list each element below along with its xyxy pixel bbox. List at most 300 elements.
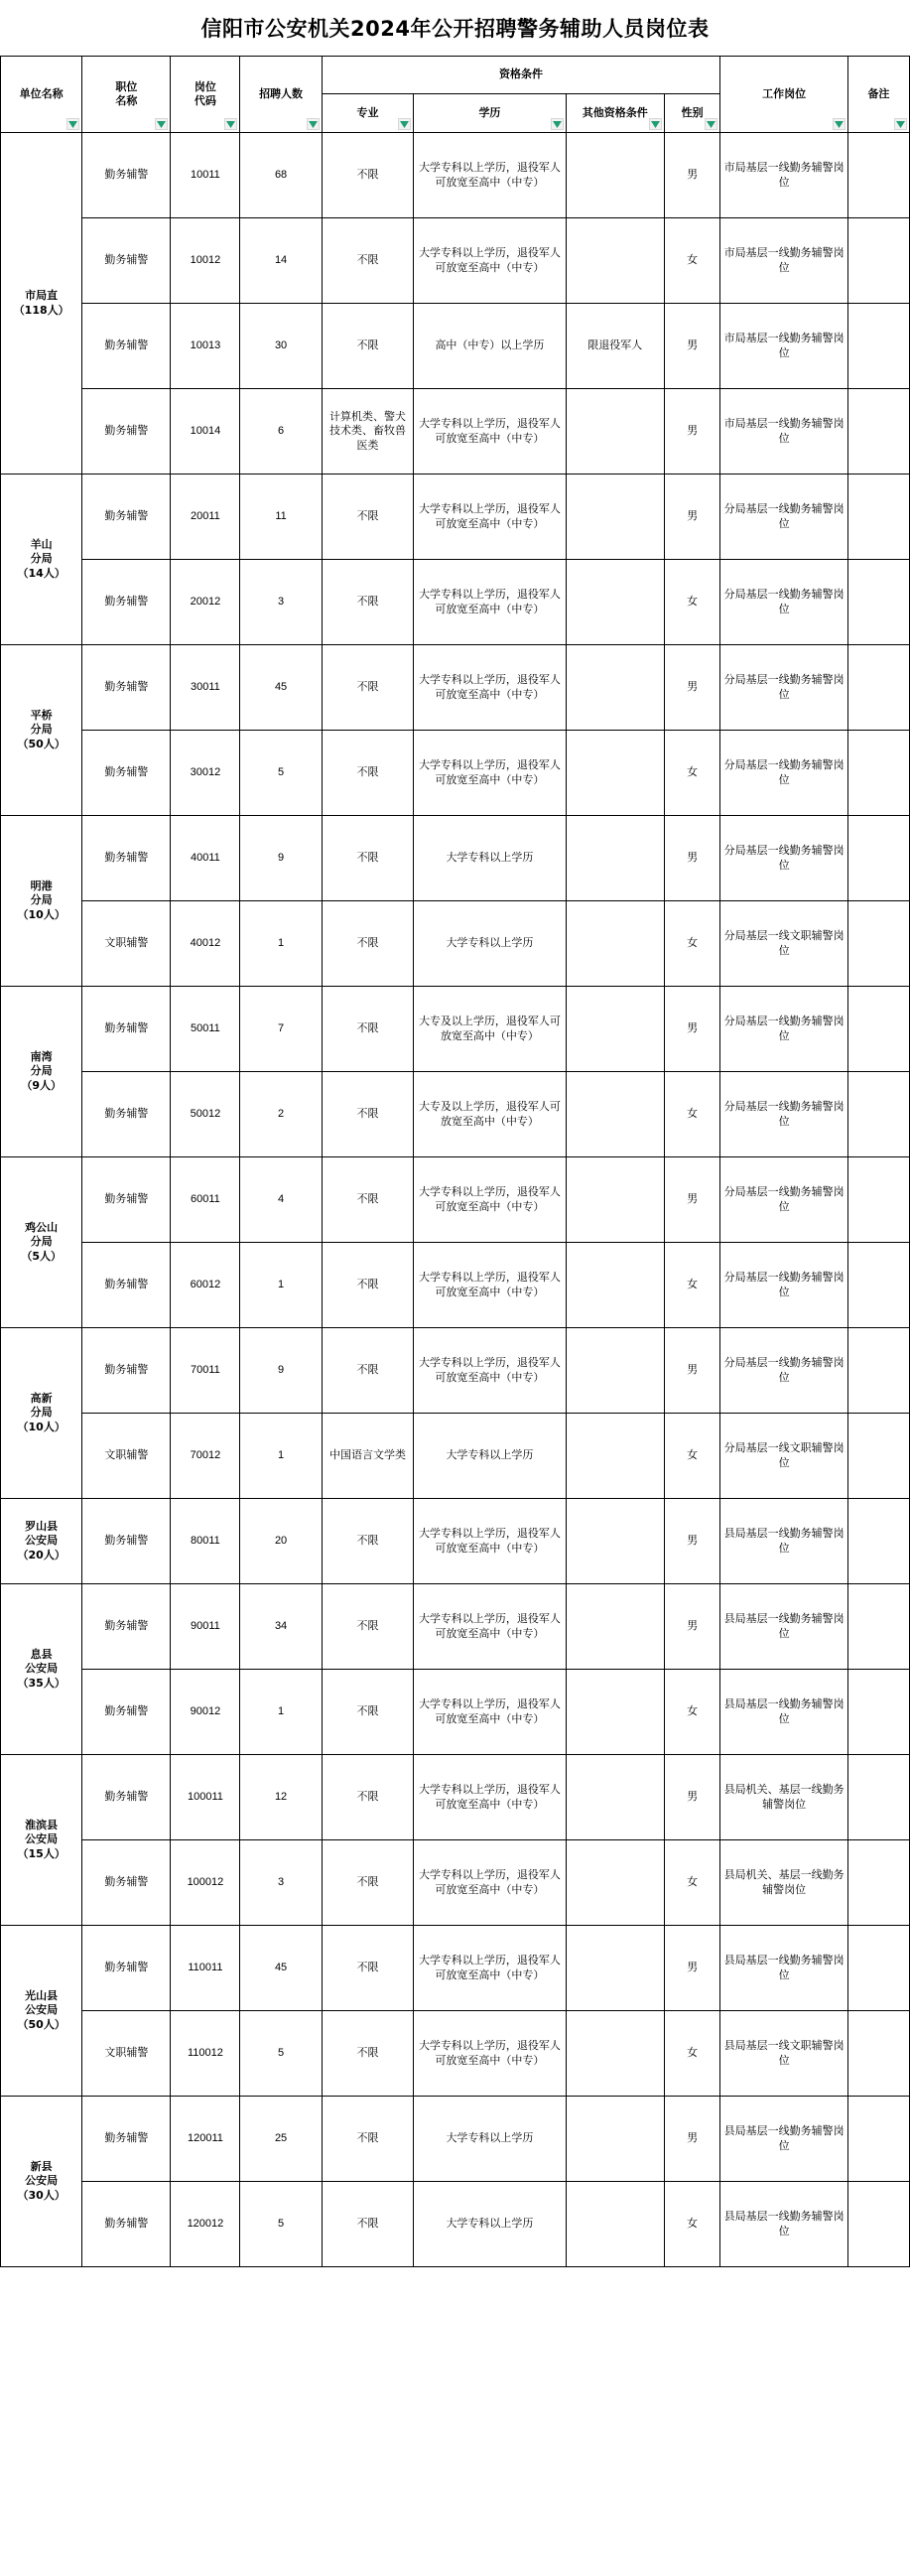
cell-unit-name xyxy=(1,133,82,475)
table-row xyxy=(1,1157,910,1243)
cell-education: 大学专科以上学历，退役军人可放宽至高中（中专） xyxy=(414,560,566,645)
unit-name-line: 分局 xyxy=(30,552,53,566)
column-header-remarks[interactable] xyxy=(847,57,909,133)
cell-gender: 女 xyxy=(664,731,719,816)
cell-other-conditions xyxy=(566,475,664,560)
column-header-job-title-line1: 职位 xyxy=(115,79,138,93)
cell-unit-name xyxy=(1,1926,82,2097)
cell-major: 不限 xyxy=(322,1328,414,1414)
cell-remarks xyxy=(847,901,909,987)
cell-gender: 男 xyxy=(664,1157,719,1243)
cell-headcount: 45 xyxy=(240,1926,322,2011)
cell-education: 大学专科以上学历，退役军人可放宽至高中（中专） xyxy=(414,1243,566,1328)
cell-unit-name xyxy=(1,2097,82,2267)
cell-remarks xyxy=(847,2011,909,2097)
cell-gender: 男 xyxy=(664,1328,719,1414)
cell-post-code: 30012 xyxy=(171,731,240,816)
cell-post-code: 80011 xyxy=(171,1499,240,1584)
cell-headcount: 5 xyxy=(240,2011,322,2097)
cell-work-post: 县局基层一线勤务辅警岗位 xyxy=(720,1499,848,1584)
cell-headcount: 45 xyxy=(240,645,322,731)
cell-headcount: 2 xyxy=(240,1072,322,1157)
cell-job-title: 文职辅警 xyxy=(82,1414,171,1499)
unit-name-line: 新县 xyxy=(30,2160,53,2174)
cell-gender: 男 xyxy=(664,1584,719,1670)
cell-major: 不限 xyxy=(322,2182,414,2267)
table-row xyxy=(1,1072,910,1157)
cell-major: 不限 xyxy=(322,1157,414,1243)
table-row xyxy=(1,1926,910,2011)
column-header-headcount-label: 招聘人数 xyxy=(259,86,304,100)
cell-major: 不限 xyxy=(322,816,414,901)
unit-name-line: 分局 xyxy=(30,1406,53,1420)
cell-work-post: 县局机关、基层一线勤务辅警岗位 xyxy=(720,1840,848,1926)
cell-post-code: 20011 xyxy=(171,475,240,560)
table-row xyxy=(1,816,910,901)
cell-other-conditions xyxy=(566,731,664,816)
header-row-1 xyxy=(1,57,910,94)
cell-other-conditions xyxy=(566,2011,664,2097)
filter-dropdown-icon[interactable] xyxy=(307,118,320,130)
cell-job-title: 勤务辅警 xyxy=(82,2097,171,2182)
unit-name-line: （15人） xyxy=(17,1846,65,1860)
cell-education: 大学专科以上学历 xyxy=(414,901,566,987)
cell-other-conditions xyxy=(566,1755,664,1840)
cell-education: 大学专科以上学历 xyxy=(414,1414,566,1499)
cell-post-code: 10013 xyxy=(171,304,240,389)
cell-gender: 女 xyxy=(664,1243,719,1328)
column-header-work-post-label: 工作岗位 xyxy=(762,86,807,100)
column-header-headcount[interactable] xyxy=(240,57,322,133)
cell-major: 计算机类、警犬技术类、畜牧兽医类 xyxy=(322,389,414,475)
cell-education: 大学专科以上学历 xyxy=(414,2182,566,2267)
table-row xyxy=(1,901,910,987)
table-row xyxy=(1,475,910,560)
cell-headcount: 1 xyxy=(240,1243,322,1328)
cell-job-title: 勤务辅警 xyxy=(82,1926,171,2011)
table-row xyxy=(1,560,910,645)
table-row xyxy=(1,1328,910,1414)
cell-remarks xyxy=(847,731,909,816)
unit-name-line: （20人） xyxy=(17,1548,65,1561)
cell-other-conditions xyxy=(566,1328,664,1414)
cell-other-conditions xyxy=(566,1670,664,1755)
filter-dropdown-icon[interactable] xyxy=(705,118,717,130)
table-row xyxy=(1,304,910,389)
cell-education: 高中（中专）以上学历 xyxy=(414,304,566,389)
column-header-gender[interactable] xyxy=(664,94,719,133)
column-header-gender-label: 性别 xyxy=(681,105,704,119)
cell-other-conditions: 限退役军人 xyxy=(566,304,664,389)
cell-education: 大学专科以上学历 xyxy=(414,816,566,901)
cell-other-conditions xyxy=(566,389,664,475)
cell-major: 不限 xyxy=(322,475,414,560)
cell-work-post: 县局基层一线勤务辅警岗位 xyxy=(720,1926,848,2011)
cell-other-conditions xyxy=(566,1584,664,1670)
cell-job-title: 勤务辅警 xyxy=(82,389,171,475)
cell-work-post: 分局基层一线文职辅警岗位 xyxy=(720,901,848,987)
cell-work-post: 分局基层一线勤务辅警岗位 xyxy=(720,1243,848,1328)
table-row xyxy=(1,1584,910,1670)
table-row xyxy=(1,218,910,304)
cell-remarks xyxy=(847,475,909,560)
cell-major: 不限 xyxy=(322,1499,414,1584)
cell-major: 不限 xyxy=(322,645,414,731)
cell-post-code: 20012 xyxy=(171,560,240,645)
cell-work-post: 分局基层一线文职辅警岗位 xyxy=(720,1414,848,1499)
filter-dropdown-icon[interactable] xyxy=(894,118,907,130)
cell-major: 不限 xyxy=(322,1584,414,1670)
cell-education: 大学专科以上学历，退役军人可放宽至高中（中专） xyxy=(414,1328,566,1414)
cell-other-conditions xyxy=(566,560,664,645)
cell-headcount: 14 xyxy=(240,218,322,304)
cell-gender: 女 xyxy=(664,1072,719,1157)
cell-remarks xyxy=(847,133,909,218)
table-row xyxy=(1,133,910,218)
cell-post-code: 70011 xyxy=(171,1328,240,1414)
cell-major: 不限 xyxy=(322,218,414,304)
cell-post-code: 10011 xyxy=(171,133,240,218)
table-row xyxy=(1,645,910,731)
cell-unit-name xyxy=(1,1328,82,1499)
cell-major: 不限 xyxy=(322,1840,414,1926)
cell-education: 大学专科以上学历，退役军人可放宽至高中（中专） xyxy=(414,731,566,816)
cell-remarks xyxy=(847,2097,909,2182)
table-row xyxy=(1,389,910,475)
cell-job-title: 勤务辅警 xyxy=(82,1499,171,1584)
column-header-qualification-group-label: 资格条件 xyxy=(499,68,544,81)
cell-remarks xyxy=(847,304,909,389)
cell-headcount: 34 xyxy=(240,1584,322,1670)
cell-major: 中国语言文学类 xyxy=(322,1414,414,1499)
cell-other-conditions xyxy=(566,1840,664,1926)
cell-post-code: 90011 xyxy=(171,1584,240,1670)
table-body xyxy=(1,133,910,2267)
filter-dropdown-icon[interactable] xyxy=(66,118,79,130)
cell-post-code: 100011 xyxy=(171,1755,240,1840)
unit-name-line: 分局 xyxy=(30,723,53,737)
column-header-unit-label: 单位名称 xyxy=(19,86,64,100)
cell-gender: 男 xyxy=(664,2097,719,2182)
unit-name-line: 鸡公山 xyxy=(25,1221,59,1235)
cell-major: 不限 xyxy=(322,1670,414,1755)
filter-dropdown-icon[interactable] xyxy=(224,118,237,130)
column-header-other-conditions-label: 其他资格条件 xyxy=(582,105,648,119)
cell-unit-name xyxy=(1,1755,82,1926)
cell-post-code: 10014 xyxy=(171,389,240,475)
column-header-post-code[interactable] xyxy=(171,57,240,133)
table-row xyxy=(1,1755,910,1840)
cell-job-title: 勤务辅警 xyxy=(82,1670,171,1755)
cell-other-conditions xyxy=(566,816,664,901)
unit-name-line: 光山县 xyxy=(25,1989,59,2003)
column-header-qualification-group xyxy=(322,57,720,94)
cell-job-title: 文职辅警 xyxy=(82,2011,171,2097)
cell-other-conditions xyxy=(566,645,664,731)
page-title: 信阳市公安机关2024年公开招聘警务辅助人员岗位表 xyxy=(200,17,710,41)
column-header-major-label: 专业 xyxy=(356,105,379,119)
unit-name-line: （35人） xyxy=(17,1676,65,1690)
filter-dropdown-icon[interactable] xyxy=(833,118,845,130)
cell-major: 不限 xyxy=(322,560,414,645)
filter-dropdown-icon[interactable] xyxy=(398,118,411,130)
unit-name-line: 羊山 xyxy=(30,538,53,552)
cell-job-title: 勤务辅警 xyxy=(82,987,171,1072)
cell-unit-name xyxy=(1,1584,82,1755)
cell-work-post: 县局基层一线勤务辅警岗位 xyxy=(720,2097,848,2182)
cell-remarks xyxy=(847,987,909,1072)
cell-job-title: 勤务辅警 xyxy=(82,645,171,731)
cell-remarks xyxy=(847,1499,909,1584)
unit-name-line: 明港 xyxy=(30,880,53,893)
unit-name-line: （50人） xyxy=(17,737,65,750)
cell-other-conditions xyxy=(566,133,664,218)
column-header-post-code-line2: 代码 xyxy=(194,94,216,107)
cell-remarks xyxy=(847,816,909,901)
unit-name-line: 高新 xyxy=(30,1392,53,1406)
cell-post-code: 100012 xyxy=(171,1840,240,1926)
cell-other-conditions xyxy=(566,987,664,1072)
unit-name-line: 分局 xyxy=(30,1064,53,1078)
cell-unit-name xyxy=(1,645,82,816)
cell-remarks xyxy=(847,1926,909,2011)
unit-name-line: 罗山县 xyxy=(25,1520,59,1534)
cell-job-title: 勤务辅警 xyxy=(82,1157,171,1243)
cell-gender: 男 xyxy=(664,389,719,475)
unit-name-line: 淮滨县 xyxy=(25,1819,59,1832)
cell-headcount: 20 xyxy=(240,1499,322,1584)
cell-work-post: 县局基层一线文职辅警岗位 xyxy=(720,2011,848,2097)
filter-dropdown-icon[interactable] xyxy=(155,118,168,130)
cell-remarks xyxy=(847,1584,909,1670)
cell-major: 不限 xyxy=(322,987,414,1072)
cell-post-code: 70012 xyxy=(171,1414,240,1499)
cell-other-conditions xyxy=(566,901,664,987)
cell-gender: 男 xyxy=(664,1755,719,1840)
cell-headcount: 11 xyxy=(240,475,322,560)
unit-name-line: 平桥 xyxy=(30,709,53,723)
cell-education: 大学专科以上学历，退役军人可放宽至高中（中专） xyxy=(414,2011,566,2097)
unit-name-line: （9人） xyxy=(21,1078,62,1092)
unit-name-line: 公安局 xyxy=(25,1534,59,1548)
cell-major: 不限 xyxy=(322,1755,414,1840)
column-header-major[interactable] xyxy=(322,94,414,133)
table-header xyxy=(1,57,910,133)
table-row xyxy=(1,987,910,1072)
cell-gender: 女 xyxy=(664,1414,719,1499)
cell-post-code: 50012 xyxy=(171,1072,240,1157)
cell-work-post: 分局基层一线勤务辅警岗位 xyxy=(720,731,848,816)
cell-headcount: 12 xyxy=(240,1755,322,1840)
cell-other-conditions xyxy=(566,1414,664,1499)
cell-education: 大学专科以上学历，退役军人可放宽至高中（中专） xyxy=(414,1840,566,1926)
cell-remarks xyxy=(847,1840,909,1926)
cell-headcount: 6 xyxy=(240,389,322,475)
cell-work-post: 分局基层一线勤务辅警岗位 xyxy=(720,560,848,645)
column-header-job-title[interactable] xyxy=(82,57,171,133)
table-row xyxy=(1,2011,910,2097)
cell-headcount: 3 xyxy=(240,1840,322,1926)
unit-name-line: （118人） xyxy=(13,303,69,317)
cell-remarks xyxy=(847,1243,909,1328)
cell-major: 不限 xyxy=(322,901,414,987)
cell-other-conditions xyxy=(566,218,664,304)
cell-remarks xyxy=(847,560,909,645)
cell-work-post: 市局基层一线勤务辅警岗位 xyxy=(720,218,848,304)
cell-education: 大学专科以上学历，退役军人可放宽至高中（中专） xyxy=(414,1670,566,1755)
unit-name-line: 公安局 xyxy=(25,1832,59,1846)
cell-gender: 男 xyxy=(664,304,719,389)
filter-dropdown-icon[interactable] xyxy=(551,118,564,130)
cell-post-code: 10012 xyxy=(171,218,240,304)
unit-name-line: 南湾 xyxy=(30,1050,53,1064)
cell-gender: 男 xyxy=(664,816,719,901)
column-header-remarks-label: 备注 xyxy=(867,86,890,100)
title-band xyxy=(0,0,910,56)
cell-work-post: 分局基层一线勤务辅警岗位 xyxy=(720,987,848,1072)
cell-job-title: 勤务辅警 xyxy=(82,816,171,901)
cell-post-code: 60011 xyxy=(171,1157,240,1243)
cell-post-code: 50011 xyxy=(171,987,240,1072)
cell-gender: 女 xyxy=(664,560,719,645)
cell-gender: 女 xyxy=(664,901,719,987)
column-header-other-conditions[interactable] xyxy=(566,94,664,133)
cell-education: 大学专科以上学历，退役军人可放宽至高中（中专） xyxy=(414,1499,566,1584)
column-header-education-label: 学历 xyxy=(478,105,501,119)
column-header-unit[interactable] xyxy=(1,57,82,133)
unit-name-line: 分局 xyxy=(30,893,53,907)
cell-headcount: 68 xyxy=(240,133,322,218)
cell-work-post: 县局基层一线勤务辅警岗位 xyxy=(720,2182,848,2267)
cell-post-code: 90012 xyxy=(171,1670,240,1755)
cell-remarks xyxy=(847,1414,909,1499)
cell-headcount: 30 xyxy=(240,304,322,389)
cell-major: 不限 xyxy=(322,2097,414,2182)
cell-remarks xyxy=(847,1670,909,1755)
cell-education: 大学专科以上学历，退役军人可放宽至高中（中专） xyxy=(414,133,566,218)
cell-work-post: 市局基层一线勤务辅警岗位 xyxy=(720,304,848,389)
unit-name-line: （14人） xyxy=(17,566,65,580)
cell-headcount: 3 xyxy=(240,560,322,645)
cell-job-title: 勤务辅警 xyxy=(82,1755,171,1840)
table-row xyxy=(1,1414,910,1499)
cell-major: 不限 xyxy=(322,133,414,218)
cell-other-conditions xyxy=(566,1243,664,1328)
cell-job-title: 勤务辅警 xyxy=(82,1072,171,1157)
cell-other-conditions xyxy=(566,2097,664,2182)
unit-name-line: （30人） xyxy=(17,2188,65,2202)
cell-unit-name xyxy=(1,1499,82,1584)
cell-gender: 男 xyxy=(664,1499,719,1584)
cell-education: 大学专科以上学历，退役军人可放宽至高中（中专） xyxy=(414,1755,566,1840)
unit-name-line: 公安局 xyxy=(25,2174,59,2188)
column-header-education[interactable] xyxy=(414,94,566,133)
cell-major: 不限 xyxy=(322,1072,414,1157)
cell-headcount: 9 xyxy=(240,1328,322,1414)
cell-gender: 男 xyxy=(664,133,719,218)
cell-gender: 女 xyxy=(664,1840,719,1926)
cell-major: 不限 xyxy=(322,2011,414,2097)
unit-name-line: （10人） xyxy=(17,907,65,921)
cell-job-title: 文职辅警 xyxy=(82,901,171,987)
cell-job-title: 勤务辅警 xyxy=(82,1584,171,1670)
column-header-job-title-line2: 名称 xyxy=(115,94,138,107)
cell-job-title: 勤务辅警 xyxy=(82,1840,171,1926)
cell-headcount: 1 xyxy=(240,901,322,987)
cell-gender: 女 xyxy=(664,2182,719,2267)
cell-education: 大专及以上学历，退役军人可放宽至高中（中专） xyxy=(414,1072,566,1157)
cell-post-code: 120012 xyxy=(171,2182,240,2267)
cell-other-conditions xyxy=(566,2182,664,2267)
cell-education: 大学专科以上学历，退役军人可放宽至高中（中专） xyxy=(414,1926,566,2011)
unit-name-line: 公安局 xyxy=(25,1662,59,1676)
cell-post-code: 120011 xyxy=(171,2097,240,2182)
cell-work-post: 市局基层一线勤务辅警岗位 xyxy=(720,133,848,218)
cell-job-title: 勤务辅警 xyxy=(82,475,171,560)
cell-work-post: 分局基层一线勤务辅警岗位 xyxy=(720,816,848,901)
unit-name-line: （50人） xyxy=(17,2017,65,2031)
recruitment-positions-table xyxy=(0,56,910,2267)
table-row xyxy=(1,1243,910,1328)
unit-name-line: （10人） xyxy=(17,1420,65,1433)
cell-work-post: 县局机关、基层一线勤务辅警岗位 xyxy=(720,1755,848,1840)
cell-remarks xyxy=(847,389,909,475)
cell-gender: 男 xyxy=(664,1926,719,2011)
unit-name-line: 分局 xyxy=(30,1235,53,1249)
cell-education: 大学专科以上学历，退役军人可放宽至高中（中专） xyxy=(414,1157,566,1243)
cell-education: 大学专科以上学历 xyxy=(414,2097,566,2182)
table-row xyxy=(1,1840,910,1926)
column-header-work-post[interactable] xyxy=(720,57,848,133)
cell-work-post: 县局基层一线勤务辅警岗位 xyxy=(720,1584,848,1670)
cell-post-code: 40011 xyxy=(171,816,240,901)
cell-job-title: 勤务辅警 xyxy=(82,1328,171,1414)
cell-headcount: 4 xyxy=(240,1157,322,1243)
cell-headcount: 9 xyxy=(240,816,322,901)
unit-name-line: 息县 xyxy=(30,1648,53,1662)
cell-gender: 女 xyxy=(664,1670,719,1755)
cell-remarks xyxy=(847,1072,909,1157)
unit-name-line: 市局直 xyxy=(25,289,59,303)
cell-education: 大学专科以上学历，退役军人可放宽至高中（中专） xyxy=(414,1584,566,1670)
cell-post-code: 60012 xyxy=(171,1243,240,1328)
cell-remarks xyxy=(847,1157,909,1243)
cell-remarks xyxy=(847,1328,909,1414)
cell-job-title: 勤务辅警 xyxy=(82,133,171,218)
cell-headcount: 25 xyxy=(240,2097,322,2182)
cell-gender: 男 xyxy=(664,645,719,731)
cell-work-post: 分局基层一线勤务辅警岗位 xyxy=(720,475,848,560)
cell-gender: 女 xyxy=(664,2011,719,2097)
cell-remarks xyxy=(847,2182,909,2267)
cell-post-code: 30011 xyxy=(171,645,240,731)
cell-remarks xyxy=(847,218,909,304)
unit-name-line: （5人） xyxy=(21,1249,62,1263)
cell-gender: 男 xyxy=(664,475,719,560)
cell-job-title: 勤务辅警 xyxy=(82,731,171,816)
cell-post-code: 110012 xyxy=(171,2011,240,2097)
cell-work-post: 分局基层一线勤务辅警岗位 xyxy=(720,1157,848,1243)
cell-headcount: 1 xyxy=(240,1414,322,1499)
filter-dropdown-icon[interactable] xyxy=(649,118,662,130)
cell-headcount: 1 xyxy=(240,1670,322,1755)
cell-education: 大学专科以上学历，退役军人可放宽至高中（中专） xyxy=(414,218,566,304)
cell-headcount: 7 xyxy=(240,987,322,1072)
cell-education: 大学专科以上学历，退役军人可放宽至高中（中专） xyxy=(414,475,566,560)
cell-post-code: 40012 xyxy=(171,901,240,987)
table-row xyxy=(1,2182,910,2267)
cell-major: 不限 xyxy=(322,304,414,389)
